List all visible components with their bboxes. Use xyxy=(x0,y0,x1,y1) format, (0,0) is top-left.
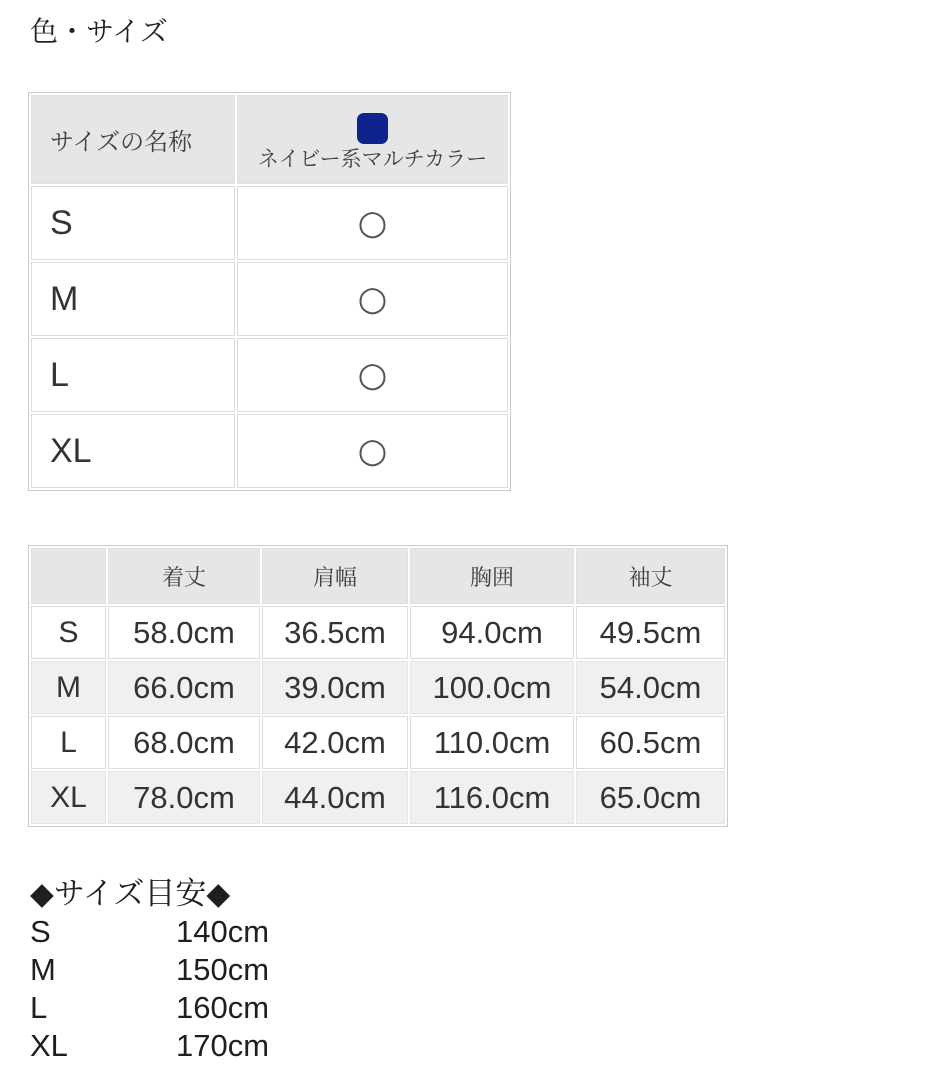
shoulder-width-value: 36.5cm xyxy=(262,606,408,659)
chest-value: 100.0cm xyxy=(410,661,574,714)
color-name-label: ネイビー系マルチカラー xyxy=(257,148,488,171)
sleeve-length-value: 54.0cm xyxy=(576,661,725,714)
color-size-table-row xyxy=(31,414,508,488)
size-label: XL xyxy=(31,414,235,488)
size-label: S xyxy=(31,606,106,659)
measurements-table-row xyxy=(31,661,725,714)
measurement-column-header: 袖丈 xyxy=(576,548,725,604)
measurement-column-header: 着丈 xyxy=(108,548,260,604)
shoulder-width-value: 44.0cm xyxy=(262,771,408,824)
size-guide-size-label: M xyxy=(30,952,56,987)
shoulder-width-value: 42.0cm xyxy=(262,716,408,769)
color-size-header-row xyxy=(31,95,508,184)
color-size-table-row xyxy=(31,186,508,260)
size-label: L xyxy=(31,338,235,412)
size-label: M xyxy=(31,661,106,714)
size-guide-size-label: L xyxy=(30,990,48,1025)
measurements-table xyxy=(28,545,728,827)
available-circle-icon: ○ xyxy=(357,203,388,243)
size-guide-height-value: 160cm xyxy=(176,990,270,1025)
sleeve-length-value: 60.5cm xyxy=(576,716,725,769)
measurement-column-header: 肩幅 xyxy=(262,548,408,604)
size-label: M xyxy=(31,262,235,336)
size-guide-row xyxy=(30,913,940,951)
size-guide-height-value: 150cm xyxy=(176,952,270,987)
size-guide-height-value: 170cm xyxy=(176,1028,270,1063)
availability-cell xyxy=(237,414,508,488)
chest-value: 116.0cm xyxy=(410,771,574,824)
measurements-table-row xyxy=(31,771,725,824)
size-name-header: サイズの名称 xyxy=(31,95,235,184)
section-title: 色・サイズ xyxy=(30,16,168,47)
available-circle-icon: ○ xyxy=(357,355,388,395)
size-guide-size-label: XL xyxy=(30,1028,68,1063)
shoulder-width-value: 39.0cm xyxy=(262,661,408,714)
chest-value: 94.0cm xyxy=(410,606,574,659)
sleeve-length-value: 65.0cm xyxy=(576,771,725,824)
size-label: XL xyxy=(31,771,106,824)
availability-cell xyxy=(237,262,508,336)
sleeve-length-value: 49.5cm xyxy=(576,606,725,659)
size-label: S xyxy=(31,186,235,260)
available-circle-icon: ○ xyxy=(357,431,388,471)
length-value: 58.0cm xyxy=(108,606,260,659)
size-guide-block xyxy=(30,875,940,1065)
measurements-table-row xyxy=(31,716,725,769)
color-size-table-row xyxy=(31,262,508,336)
measurement-column-header: 胸囲 xyxy=(410,548,574,604)
size-guide-rows xyxy=(30,913,940,1065)
size-guide-heading: ◆サイズ目安◆ xyxy=(30,876,231,911)
size-guide-height-value: 140cm xyxy=(176,914,270,949)
measurements-table-row xyxy=(31,606,725,659)
size-guide-size-label: S xyxy=(30,914,51,949)
color-size-table-row xyxy=(31,338,508,412)
color-size-availability-table xyxy=(28,92,511,491)
color-column-header xyxy=(237,95,508,184)
length-value: 78.0cm xyxy=(108,771,260,824)
available-circle-icon: ○ xyxy=(357,279,388,319)
availability-cell xyxy=(237,338,508,412)
availability-cell xyxy=(237,186,508,260)
chest-value: 110.0cm xyxy=(410,716,574,769)
size-label: L xyxy=(31,716,106,769)
size-guide-row xyxy=(30,989,940,1027)
length-value: 68.0cm xyxy=(108,716,260,769)
size-guide-row xyxy=(30,951,940,989)
navy-color-swatch xyxy=(357,113,388,144)
corner-header-cell xyxy=(31,548,106,604)
measurements-header-row xyxy=(31,548,725,604)
size-guide-row xyxy=(30,1027,940,1065)
length-value: 66.0cm xyxy=(108,661,260,714)
